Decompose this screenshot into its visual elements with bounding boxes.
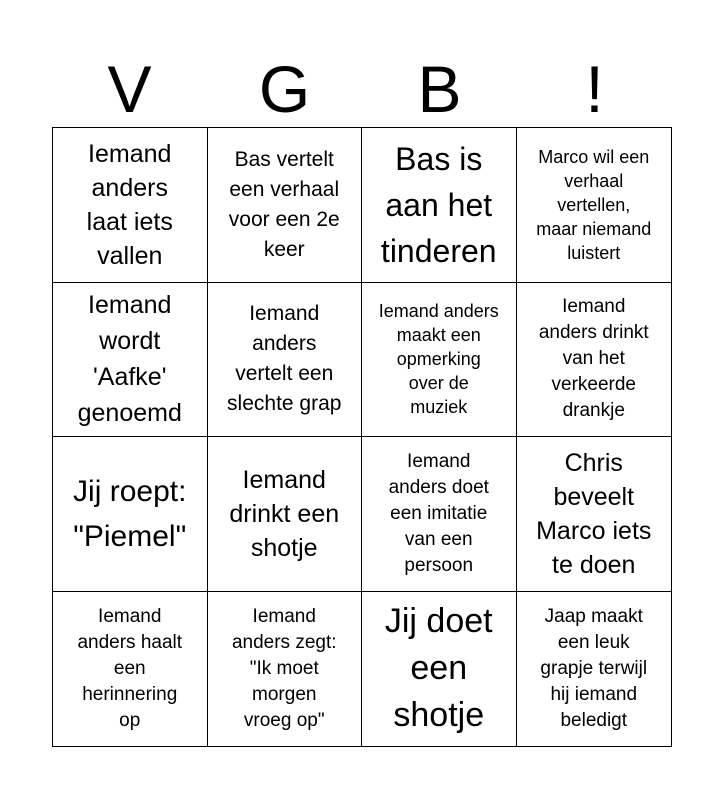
bingo-cell-r4c2[interactable] — [208, 592, 363, 747]
cell-text: Iemand anders vertelt een slechte grap — [227, 302, 342, 416]
cell-text: Iemand anders laat iets vallen — [86, 139, 173, 270]
bingo-cell-r1c1[interactable] — [53, 128, 208, 283]
bingo-cell-r3c1[interactable] — [53, 437, 208, 592]
header-letter-4: ! — [585, 52, 604, 126]
bingo-cell-r4c1[interactable] — [53, 592, 208, 747]
bingo-cell-r3c3[interactable] — [362, 437, 517, 592]
cell-text: Iemand wordt 'Aafke' genoemd — [77, 291, 182, 428]
cell-text: Bas vertelt een verhaal voor een 2e keer — [228, 147, 340, 261]
bingo-header — [52, 50, 672, 128]
bingo-cell-r1c2[interactable] — [208, 128, 363, 283]
header-letter-2: G — [258, 52, 311, 126]
cell-text: Iemand anders doet een imitatie van een persoon — [388, 450, 489, 576]
bingo-cell-r1c4[interactable] — [517, 128, 672, 283]
bingo-cell-r2c2[interactable] — [208, 283, 363, 438]
cell-text: Jij roept: "Piemel" — [73, 474, 187, 553]
cell-text: Iemand anders maakt een opmerking over de muziek — [378, 301, 499, 418]
bingo-cell-r1c3[interactable] — [362, 128, 517, 283]
bingo-cell-r4c4[interactable] — [517, 592, 672, 747]
bingo-cell-r2c4[interactable] — [517, 283, 672, 438]
cell-text: Marco wil een verhaal vertellen, maar niemand luistert — [536, 146, 652, 263]
bingo-cell-r2c3[interactable] — [362, 283, 517, 438]
cell-text: Jaap maakt een leuk grapje terwijl hij iemand beledigt — [540, 605, 648, 731]
bingo-cell-r3c2[interactable] — [208, 437, 363, 592]
cell-text: Jij doet een shotje — [384, 602, 493, 735]
header-letter-3: B — [417, 52, 462, 126]
header-letter-1: V — [107, 52, 152, 126]
cell-text: Chris beveelt Marco iets te doen — [536, 448, 652, 579]
bingo-board — [52, 127, 672, 747]
bingo-cell-r4c3[interactable] — [362, 592, 517, 747]
cell-text: Bas is aan het tinderen — [380, 140, 497, 269]
cell-text: Iemand anders drinkt van het verkeerde drankje — [538, 296, 649, 422]
bingo-cell-r3c4[interactable] — [517, 437, 672, 592]
cell-text: Iemand anders zegt: "Ik moet morgen vroeg op" — [231, 605, 337, 731]
cell-text: Iemand drinkt een shotje — [229, 465, 340, 562]
cell-text: Iemand anders haalt een herinnering op — [77, 605, 183, 731]
bingo-cell-r2c1[interactable] — [53, 283, 208, 438]
